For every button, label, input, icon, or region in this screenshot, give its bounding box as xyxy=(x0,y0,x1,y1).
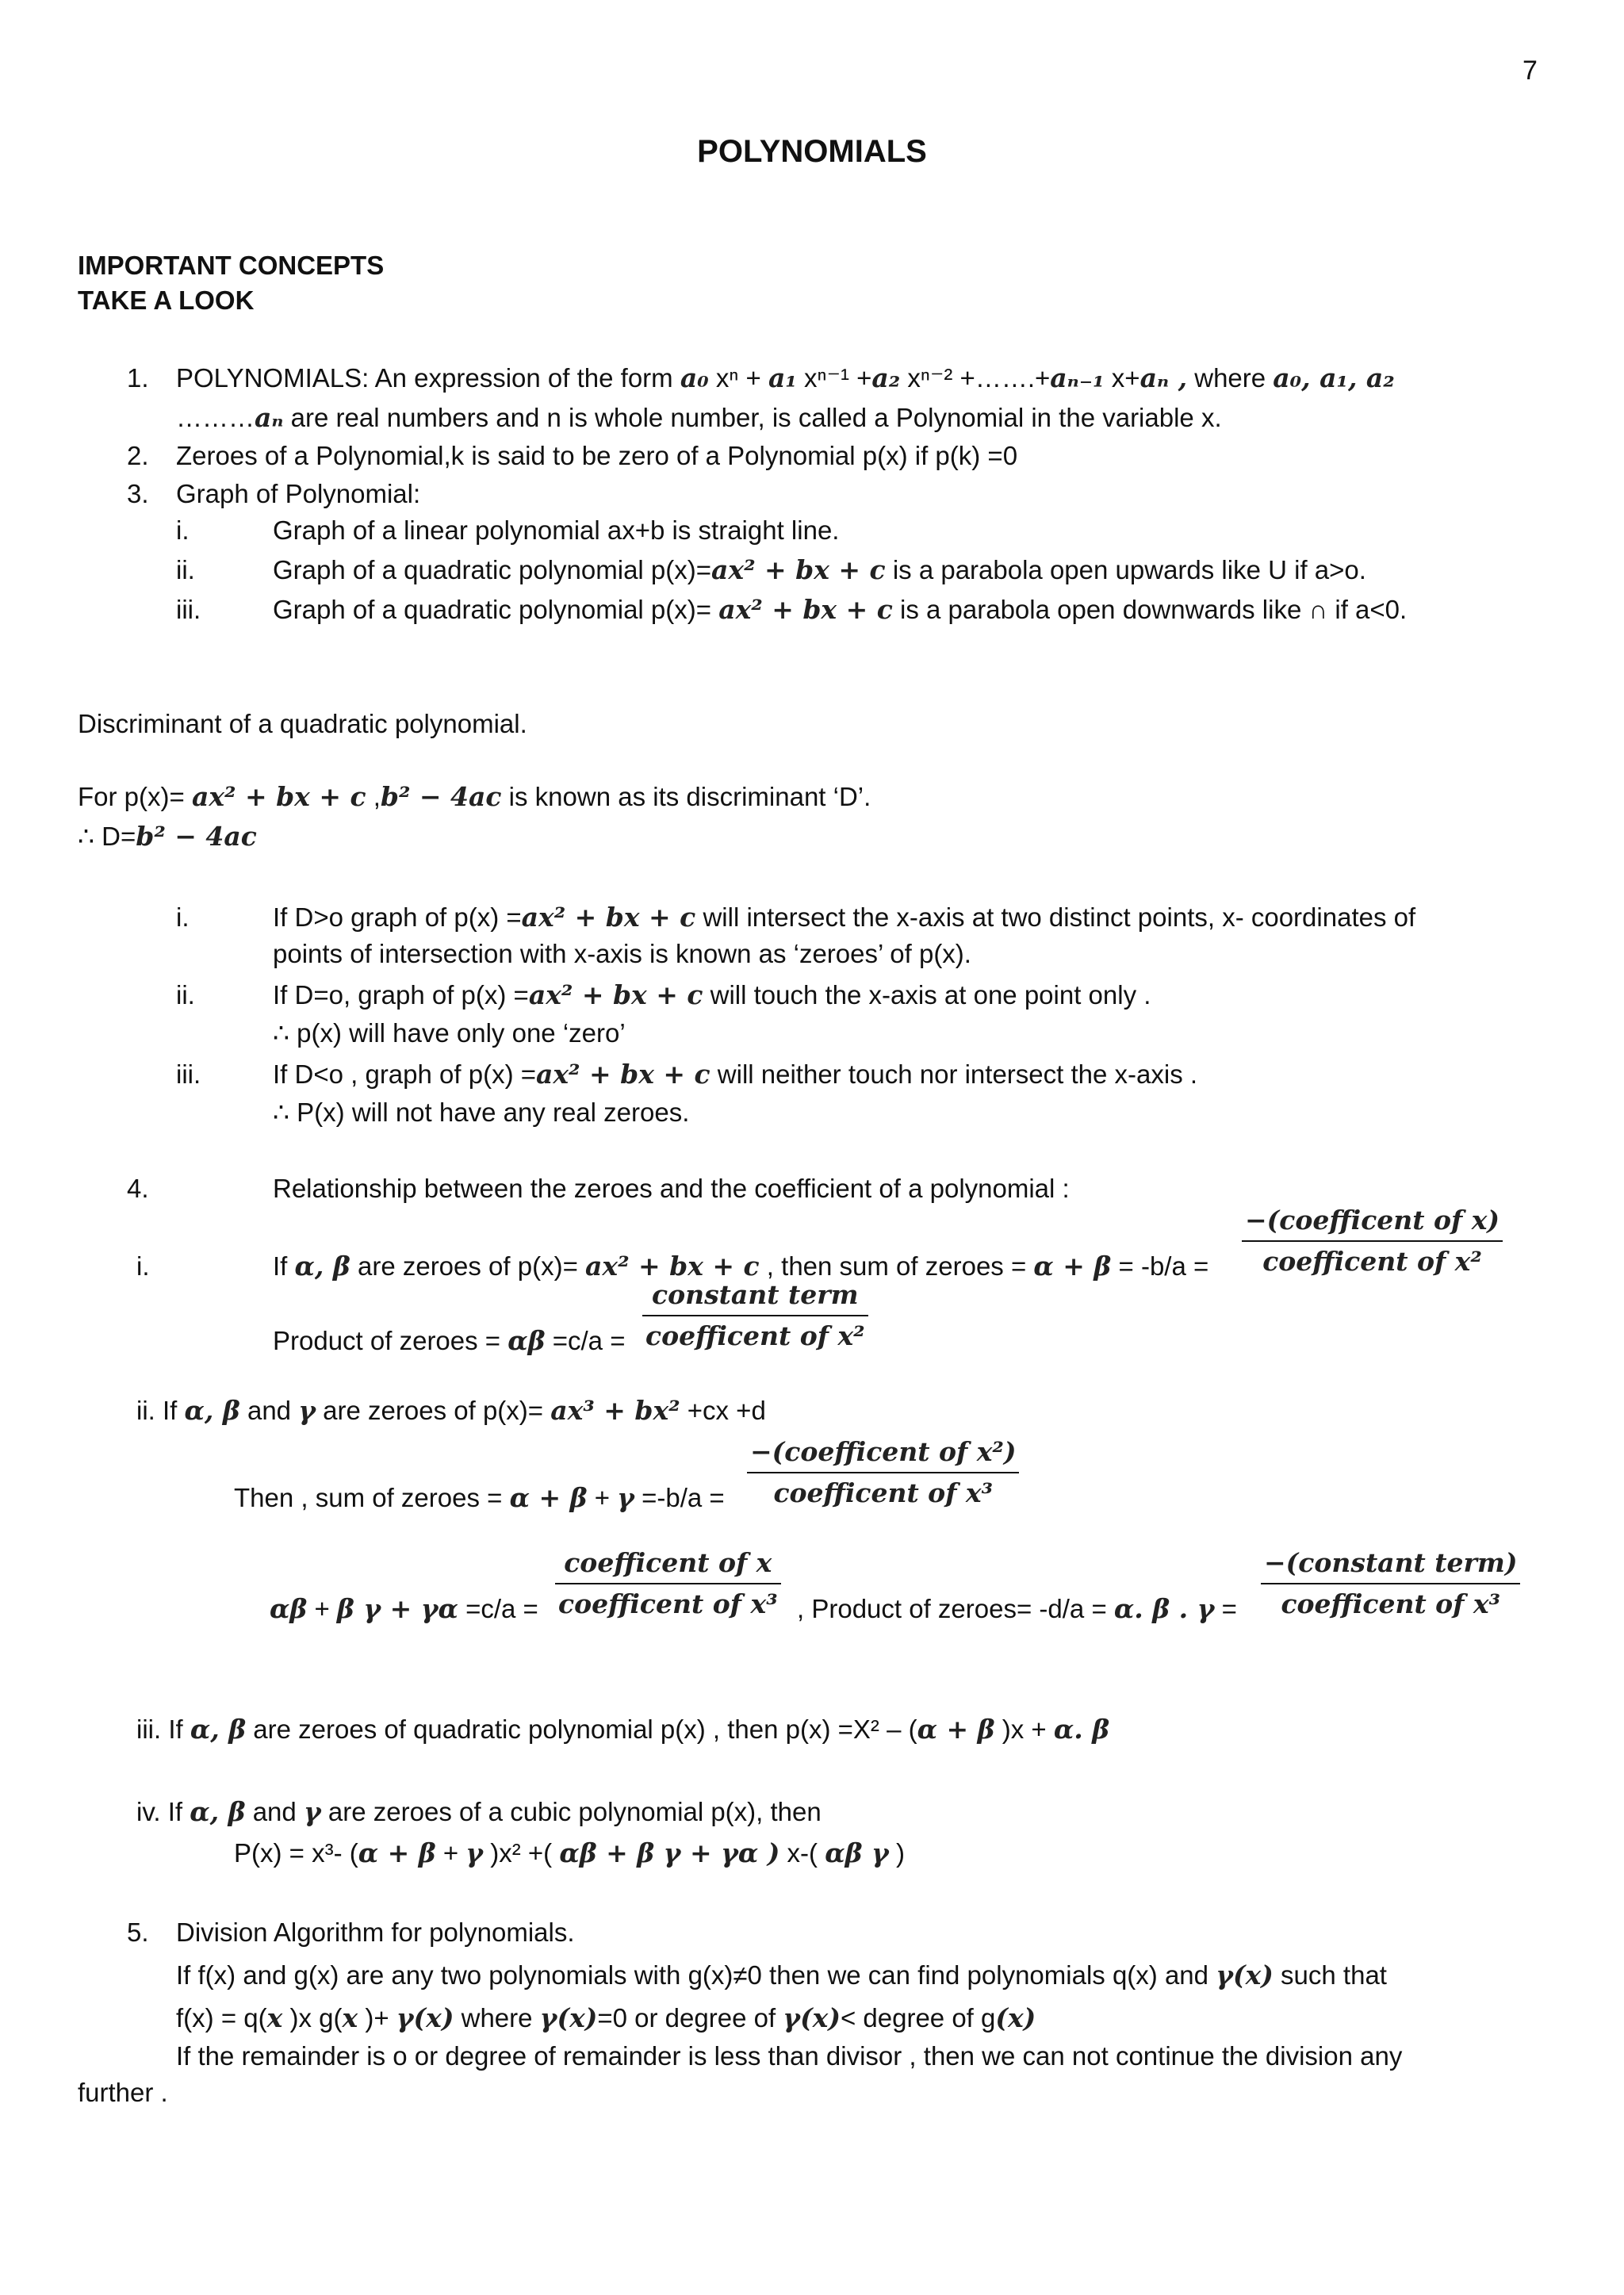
item-5-number: 5. xyxy=(127,1918,149,1947)
item-3-sub-iii-number: iii. xyxy=(176,595,201,624)
disc-case-iii-line-2: ∴ P(x) will not have any real zeroes. xyxy=(273,1098,690,1127)
item-1-number: 1. xyxy=(127,363,149,393)
item-5-title: Division Algorithm for polynomials. xyxy=(176,1918,575,1947)
item-4-number: 4. xyxy=(127,1174,149,1203)
disc-case-i-line-2: points of intersection with x-axis is known as ‘zeroes’ of p(x). xyxy=(273,939,971,968)
fraction-pair-sum-cubic: $\frac{\text{coefficent of x}}{\text{coefficent of x³}}$ xyxy=(555,1548,781,1619)
disc-case-i-number: i. xyxy=(176,902,190,932)
item-4-ii-product-line: , Product of zeroes= -d/a = α. β . γ = xyxy=(797,1593,1237,1624)
item-5-line-4: further . xyxy=(78,2078,168,2107)
item-4-ii-pair-sum-line: αβ + β γ + γα =c/a = xyxy=(270,1593,538,1624)
item-5-line-1: If f(x) and g(x) are any two polynomials with g(x)≠0 then we can find polynomials q(x) and γ(x) such that xyxy=(176,1960,1387,1990)
item-5-line-2: f(x) = q(x )x g(x )+ γ(x) where γ(x)=0 or degree of γ(x)< degree of g(x) xyxy=(176,2002,1036,2033)
item-3-sub-i-number: i. xyxy=(176,515,190,545)
item-4-iv-formula: P(x) = x³- (α + β + γ )x² +( αβ + β γ + γα ) x-( αβ γ ) xyxy=(234,1837,905,1868)
heading-important-concepts: IMPORTANT CONCEPTS xyxy=(78,251,385,280)
item-5-line-3: If the remainder is o or degree of remainder is less than divisor , then we can not continue the division any xyxy=(176,2041,1403,2071)
item-3-text: Graph of Polynomial: xyxy=(176,479,421,508)
discriminant-title: Discriminant of a quadratic polynomial. xyxy=(78,709,527,738)
item-4-iv-line: iv. If α, β and γ are zeroes of a cubic polynomial p(x), then xyxy=(136,1796,822,1827)
item-1-line-1: POLYNOMIALS: An expression of the form a₀ xⁿ + a₁ xⁿ⁻¹ +a₂ xⁿ⁻² +…….+aₙ₋₁ x+aₙ , where a₀, a₁, a₂ xyxy=(176,362,1395,393)
item-1-line-2: ………aₙ are real numbers and n is whole number, is called a Polynomial in the variable x. xyxy=(176,402,1222,433)
fraction-sum-cubic: $\frac{\text{−(coefficent of x²)}}{\text{coefficent of x³}}$ xyxy=(747,1437,1019,1508)
item-3-sub-i-text: Graph of a linear polynomial ax+b is straight line. xyxy=(273,515,840,545)
item-4-i-product-line: Product of zeroes = αβ =c/a = xyxy=(273,1325,626,1356)
item-3-number: 3. xyxy=(127,479,149,508)
discriminant-definition: For p(x)= ax² + bx + c ,b² − 4ac is known as its discriminant ‘D’. xyxy=(78,781,871,812)
page-title: POLYNOMIALS xyxy=(697,134,927,169)
page-number: 7 xyxy=(1522,56,1538,86)
disc-case-ii-number: ii. xyxy=(176,980,195,1010)
item-3-sub-ii-number: ii. xyxy=(176,555,195,584)
item-4-i-sum-line: If α, β are zeroes of p(x)= ax² + bx + c , then sum of zeroes = α + β = -b/a = xyxy=(273,1251,1209,1282)
disc-case-ii-line-2: ∴ p(x) will have only one ‘zero’ xyxy=(273,1018,626,1048)
item-2-text: Zeroes of a Polynomial,k is said to be zero of a Polynomial p(x) if p(k) =0 xyxy=(176,441,1018,470)
item-4-iii-line: iii. If α, β are zeroes of quadratic polynomial p(x) , then p(x) =X² – (α + β )x + α. β xyxy=(136,1714,1110,1745)
item-3-sub-iii-text: Graph of a quadratic polynomial p(x)= ax² + bx + c is a parabola open downwards like ∩ if a<0. xyxy=(273,594,1408,625)
disc-case-iii-line-1: If D<o , graph of p(x) =ax² + bx + c will neither touch nor intersect the x-axis . xyxy=(273,1059,1198,1090)
disc-case-iii-number: iii. xyxy=(176,1059,201,1089)
item-4-ii-sum-line: Then , sum of zeroes = α + β + γ =-b/a = xyxy=(234,1482,725,1513)
item-3-sub-ii-text: Graph of a quadratic polynomial p(x)=ax² + bx + c is a parabola open upwards like U if a>o. xyxy=(273,554,1366,585)
item-4-text: Relationship between the zeroes and the coefficient of a polynomial : xyxy=(273,1174,1070,1203)
discriminant-formula: ∴ D=b² − 4ac xyxy=(78,821,257,852)
item-4-ii-line: ii. If α, β and γ are zeroes of p(x)= ax³ + bx² +cx +d xyxy=(136,1395,766,1426)
item-4-i-number: i. xyxy=(136,1251,150,1281)
fraction-product-quadratic: $\frac{\text{constant term}}{\text{coefficent of x²}}$ xyxy=(642,1280,868,1351)
fraction-product-cubic: $\frac{\text{−(constant term)}}{\text{coefficent of x³}}$ xyxy=(1261,1548,1520,1619)
item-2-number: 2. xyxy=(127,441,149,470)
disc-case-ii-line-1: If D=o, graph of p(x) =ax² + bx + c will touch the x-axis at one point only . xyxy=(273,979,1151,1010)
fraction-sum-quadratic: $\frac{\text{−(coefficent of x)}}{\text{coefficent of x²}}$ xyxy=(1242,1205,1503,1277)
heading-take-a-look: TAKE A LOOK xyxy=(78,285,255,315)
disc-case-i-line-1: If D>o graph of p(x) =ax² + bx + c will intersect the x-axis at two distinct points, x- coordinates of xyxy=(273,902,1416,933)
